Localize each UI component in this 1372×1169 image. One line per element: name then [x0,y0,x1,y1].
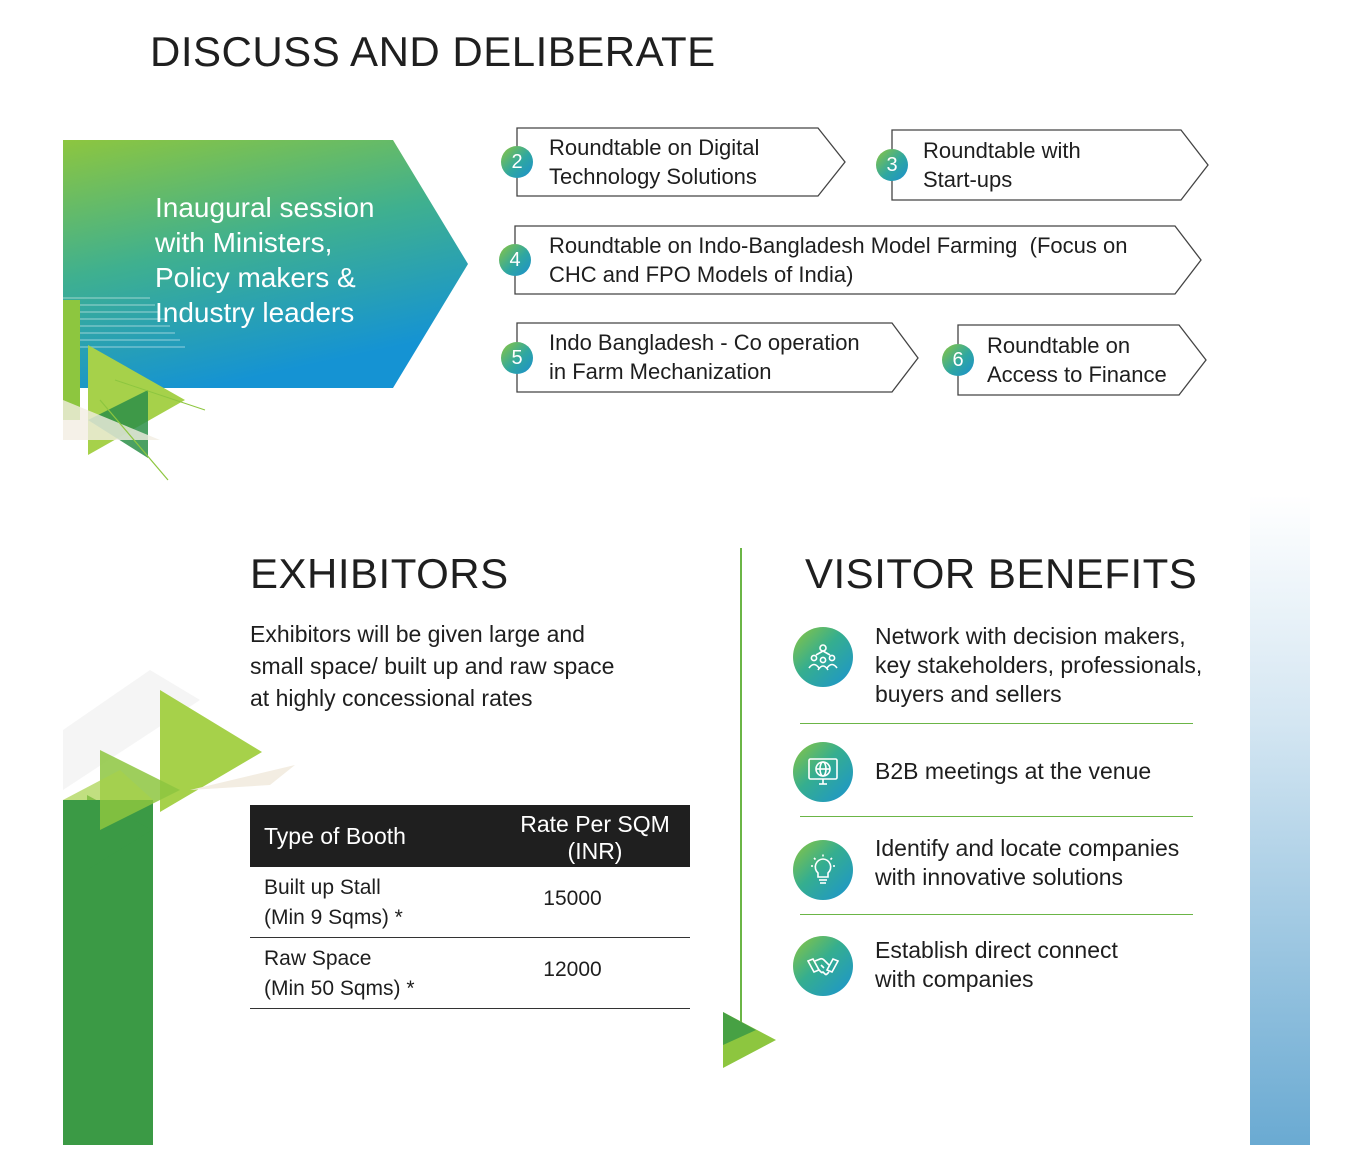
roundtable-line: in Farm Mechanization [549,359,772,384]
number-badge: 4 [499,244,531,276]
section-title-exhibitors: EXHIBITORS [250,550,509,597]
roundtable-line: Indo Bangladesh - Co operation [549,330,860,355]
description-line: small space/ built up and raw space [250,653,615,679]
roundtable-line: Start-ups [923,167,1013,192]
rate-cell: 15000 [543,887,602,910]
rate-cell: 12000 [543,958,602,981]
network-people-icon [793,627,853,687]
number-badge: 5 [501,342,533,374]
number-badge: 6 [942,344,974,376]
roundtable-item [500,128,850,198]
description-line: Exhibitors will be given large and [250,621,585,647]
roundtable-line: Access to Finance [987,362,1167,387]
inaugural-line: Industry leaders [155,297,355,328]
globe-monitor-icon [793,742,853,802]
header-rate [500,811,690,865]
benefit-divider [800,723,1193,724]
benefit-item [793,625,1233,715]
benefit-line: with companies [875,966,1034,992]
roundtable-line: Roundtable on [987,333,1131,358]
exhibitors-description [250,618,690,714]
benefit-line: with innovative solutions [875,864,1124,890]
header-type-of-booth: Type of Booth [264,823,406,849]
description-line: at highly concessional rates [250,685,533,711]
section-title-discuss: DISCUSS AND DELIBERATE [150,28,716,75]
benefit-line: Network with decision makers, [875,623,1186,649]
benefit-divider [800,914,1193,915]
roundtable-line: Technology Solutions [549,164,757,189]
benefit-line: Establish direct connect [875,937,1118,963]
table-row [250,938,690,1009]
roundtable-line: Roundtable with [923,138,1081,163]
number-badge: 2 [501,146,533,178]
booth-type-line: (Min 9 Sqms) * [264,906,403,929]
benefit-line: Identify and locate companies [875,835,1180,861]
lightbulb-icon [793,840,853,900]
section-title-visitor-benefits: VISITOR BENEFITS [805,550,1198,597]
inaugural-line: Policy makers & [155,262,356,293]
roundtable-line: Roundtable on Indo-Bangladesh Model Farming (Focus on [549,233,1128,258]
benefit-line: buyers and sellers [875,681,1062,707]
booth-type-line: Raw Space [264,947,372,970]
inaugural-session-text [155,190,415,330]
benefit-item [793,936,1233,1001]
inaugural-line: Inaugural session [155,192,375,223]
roundtable-item [941,325,1216,397]
roundtable-item [875,130,1215,202]
benefit-line: B2B meetings at the venue [875,758,1152,784]
booth-type-line: (Min 50 Sqms) * [264,977,415,1000]
inaugural-line: with Ministers, [155,227,333,258]
booth-type-cell [264,873,484,933]
roundtable-line: CHC and FPO Models of India) [549,262,854,287]
header-rate-line: Rate Per SQM [520,811,670,837]
table-row [250,867,690,938]
number-badge: 3 [876,149,908,181]
handshake-icon [793,936,853,996]
roundtable-item [498,226,1208,296]
header-rate-unit: (INR) [567,838,623,864]
roundtable-line: Roundtable on Digital [549,135,760,160]
booth-rate-table [250,805,690,1009]
roundtable-item [500,323,925,395]
booth-type-cell [264,944,484,1004]
benefit-divider [800,816,1193,817]
benefit-item [793,836,1233,901]
benefit-line: key stakeholders, professionals, [875,652,1203,678]
benefit-item [793,742,1233,802]
table-header [250,805,690,867]
booth-type-line: Built up Stall [264,876,381,899]
